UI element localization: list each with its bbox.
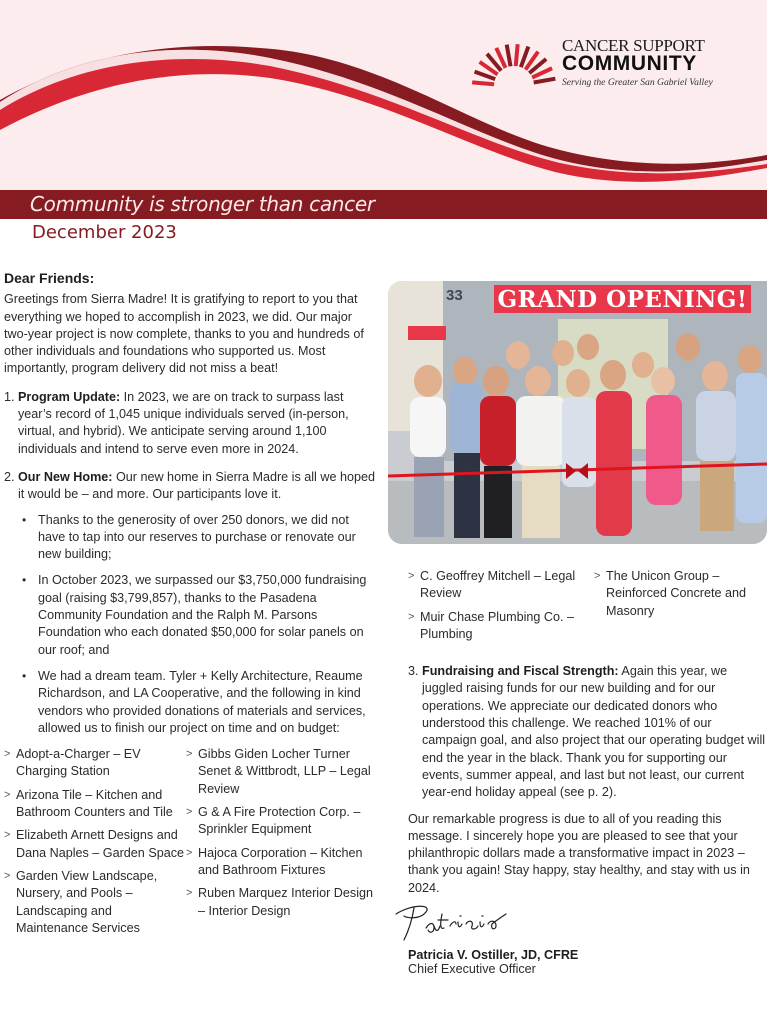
logo-line-2: COMMUNITY (562, 52, 697, 75)
grand-opening-photo (388, 281, 767, 544)
item-title: Program Update: (18, 389, 121, 404)
vendor-column-1 (4, 746, 186, 943)
item-number: 3. (408, 664, 419, 679)
bullet-item (22, 572, 376, 658)
letter-right-column (408, 568, 766, 897)
signature-image (392, 900, 522, 946)
vendor-text: The Unicon Group – Reinforced Concrete and Masonry (606, 569, 747, 618)
item-title: Our New Home: (18, 469, 113, 484)
vendor-item (4, 868, 186, 937)
bullet-icon: • (22, 668, 27, 683)
item-number: 1. (4, 389, 15, 404)
vendor-text: Hajoca Corporation – Kitchen and Bathroom Fixtures (198, 845, 363, 877)
vendor-text: Muir Chase Plumbing Co. – Plumbing (420, 609, 574, 641)
issue-date: December 2023 (32, 222, 177, 243)
item-new-home (4, 469, 376, 504)
tagline-band (0, 190, 767, 219)
bullet-item (22, 512, 376, 564)
sunburst-logo-icon (470, 42, 558, 88)
chevron-right-icon: > (4, 869, 11, 882)
chevron-right-icon: > (4, 829, 11, 842)
vendor-item (408, 568, 594, 603)
chevron-right-icon: > (186, 748, 193, 761)
item-text: In 2023, we are on track to surpass last year’s record of 1,045 unique individuals served (in-person, virtual, and hybrid). We anticipate serving around 1,100 individuals and intend to serve even more in 2024. (18, 389, 349, 456)
tagline: Community is stronger than cancer (30, 192, 375, 216)
intro-paragraph: Greetings from Sierra Madre! It is gratifying to report to you that everything we hoped to accomplish in 2023, we did. Our major two-year project is now complete, thanks to you and hundreds of other individuals and foundations who supported us. Most importantly, program delivery did not miss a beat! (4, 292, 364, 376)
bullet-icon: • (22, 512, 27, 527)
letter-left-column (4, 270, 376, 943)
vendor-item (186, 746, 376, 798)
vendor-item (4, 827, 186, 862)
vendor-text: Garden View Landscape, Nursery, and Pools – Landscaping and Maintenance Services (16, 868, 158, 935)
closing-paragraph: Our remarkable progress is due to all of you reading this message. I sincerely hope you are pleased to see that your philanthropic dollars made a transformative impact in 2023 – thank you again! Stay happy, stay healthy, and stay with us in 2024. (408, 811, 750, 895)
chevron-right-icon: > (408, 570, 415, 582)
vendor-item (186, 804, 376, 839)
item-fundraising (408, 663, 766, 801)
logo[interactable] (470, 36, 740, 96)
vendor-item (4, 787, 186, 822)
chevron-right-icon: > (186, 846, 193, 859)
vendor-column-2 (186, 746, 376, 943)
bullet-item (22, 668, 376, 737)
signature-block (408, 948, 708, 976)
chevron-right-icon: > (186, 887, 193, 900)
item-number: 2. (4, 469, 15, 484)
vendor-list-left (4, 746, 376, 943)
vendor-text: C. Geoffrey Mitchell – Legal Review (420, 569, 576, 601)
vendor-text: Arizona Tile – Kitchen and Bathroom Counters and Tile (16, 787, 173, 820)
vendor-text: Adopt-a-Charger – EV Charging Station (16, 747, 141, 779)
vendor-text: Ruben Marquez Interior Design – Interior Design (198, 886, 374, 918)
vendor-item (4, 746, 186, 781)
vendor-item (594, 568, 766, 620)
logo-subtitle: Serving the Greater San Gabriel Valley (562, 77, 713, 88)
vendor-text: G & A Fire Protection Corp. – Sprinkler Equipment (198, 805, 361, 837)
masthead (0, 0, 767, 190)
signer-name: Patricia V. Ostiller, JD, CFRE (408, 948, 579, 962)
item-title: Fundraising and Fiscal Strength: (422, 664, 619, 679)
vendor-column-3 (408, 568, 594, 649)
signer-title: Chief Executive Officer (408, 962, 536, 976)
item-text: Our new home in Sierra Madre is all we hoped it would be – and more. Our participants love it. (18, 469, 375, 502)
bullet-text: We had a dream team. Tyler + Kelly Architecture, Reaume Richardson, and LA Cooperative, and the following in kind vendors who provided donations of materials and services, allowed us to finish our project on time and on budget: (38, 668, 366, 735)
vendor-item (408, 609, 594, 644)
vendor-list-right (408, 568, 766, 649)
grand-opening-banner: GRAND OPENING! (494, 285, 751, 313)
chevron-right-icon: > (594, 570, 601, 582)
chevron-right-icon: > (4, 788, 11, 801)
chevron-right-icon: > (408, 610, 415, 623)
bullet-text: Thanks to the generosity of over 250 donors, we did not have to tap into our reserves to purchase or renovate our new building; (38, 512, 356, 562)
building-number: 33 (446, 287, 463, 304)
vendor-text: Elizabeth Arnett Designs and Dana Naples – Garden Space (16, 828, 185, 860)
vendor-column-4 (594, 568, 766, 649)
item-program-update (4, 389, 376, 458)
chevron-right-icon: > (186, 806, 193, 819)
logo-line-1: CANCER SUPPORT (562, 36, 705, 55)
bullet-icon: • (22, 573, 27, 588)
vendor-item (186, 845, 376, 880)
photo-scene (388, 281, 767, 544)
greeting: Dear Friends: (4, 270, 95, 286)
vendor-item (186, 885, 376, 920)
bullet-text: In October 2023, we surpassed our $3,750,000 fundraising goal (raising $3,799,857), thanks to the Pasadena Community Foundation and the Ralph M. Parsons Foundation who each donated $50,000 for solar panels on our roof; and (38, 573, 367, 657)
vendor-text: Gibbs Giden Locher Turner Senet & Wittbrodt, LLP – Legal Review (198, 747, 371, 796)
chevron-right-icon: > (4, 748, 11, 761)
new-home-bullets (22, 512, 376, 738)
item-text: Again this year, we juggled raising funds for our new building and for our operations. We appreciate our dedicated donors who understood this challenge. We reached 101% of our campaign goal, and also project that our operating budget will end the year in the black. Thank you for supporting our events, summer appeal, and last but not least, our current year-end holiday appeal (see p. 2). (422, 664, 766, 800)
